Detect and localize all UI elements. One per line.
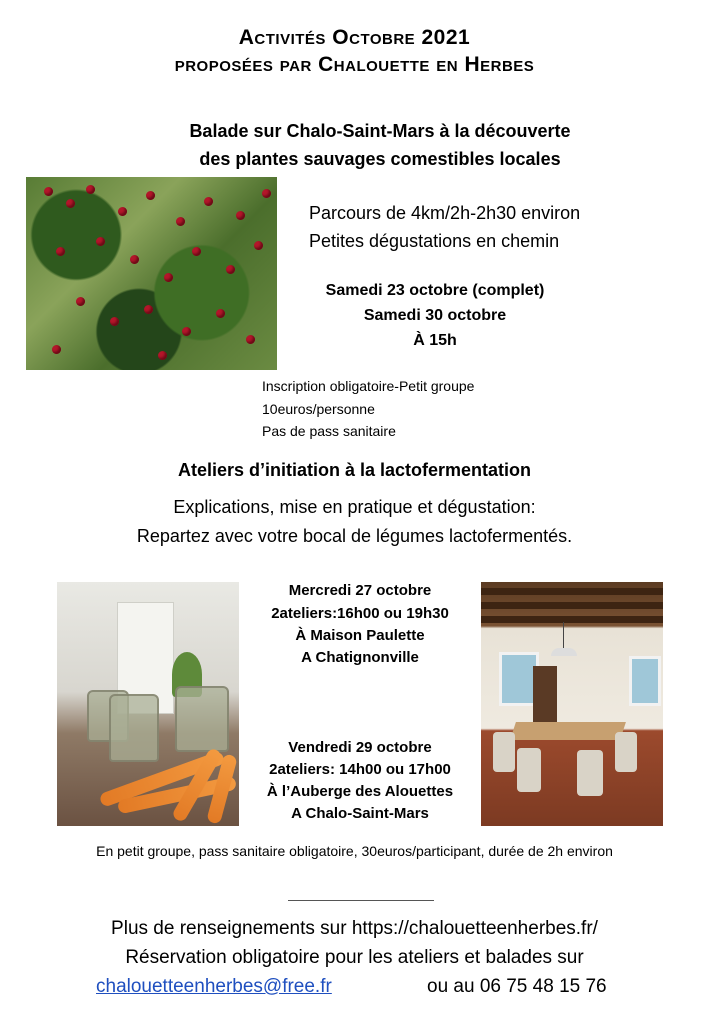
divider-line [288, 900, 434, 901]
balade-info-pass: Pas de pass sanitaire [262, 423, 396, 439]
session2-day: Vendredi 29 octobre [288, 739, 432, 756]
session2-town: A Chalo-Saint-Mars [291, 805, 429, 822]
session2-times: 2ateliers: 14h00 ou 17h00 [269, 761, 451, 778]
page-title-line1: Activités Octobre 2021 [238, 26, 471, 49]
balade-info-registration: Inscription obligatoire-Petit groupe [262, 378, 475, 394]
session1-town: A Chatignonville [301, 649, 419, 666]
balade-detail-distance: Parcours de 4km/2h-2h30 environ [309, 203, 581, 223]
footer-phone: ou au 06 75 48 15 76 [427, 976, 607, 997]
session1-place: À Maison Paulette [295, 627, 425, 644]
footer-email-link[interactable]: chalouetteenherbes@free.fr [96, 976, 332, 997]
footer-reservation-line: Réservation obligatoire pour les ateliers et balades sur [125, 947, 584, 968]
session1-times: 2ateliers:16h00 ou 19h30 [271, 605, 449, 622]
balade-heading-line2: des plantes sauvages comestibles locales [199, 149, 561, 169]
balade-detail-tasting: Petites dégustations en chemin [309, 231, 560, 251]
session1-day: Mercredi 27 octobre [288, 582, 432, 599]
balade-time: À 15h [413, 332, 457, 349]
ateliers-intro-line2: Repartez avec votre bocal de légumes lactofermentés. [136, 526, 573, 546]
balade-date-2: Samedi 30 octobre [363, 307, 507, 324]
kitchen-jars-photo [57, 582, 239, 826]
berries-photo [26, 177, 277, 370]
balade-info-price: 10euros/personne [262, 401, 375, 417]
auberge-room-photo [481, 582, 663, 826]
ateliers-heading: Ateliers d’initiation à la lactofermentation [177, 460, 532, 480]
footer-info-line: Plus de renseignements sur https://chalouetteenherbes.fr/ [111, 918, 598, 939]
session2-place: À l’Auberge des Alouettes [266, 783, 454, 800]
balade-heading-line1: Balade sur Chalo-Saint-Mars à la découverte [189, 121, 571, 141]
ateliers-intro-line1: Explications, mise en pratique et dégustation: [173, 497, 536, 517]
balade-date-1: Samedi 23 octobre (complet) [325, 282, 545, 299]
ateliers-conditions: En petit groupe, pass sanitaire obligatoire, 30euros/participant, durée de 2h environ [96, 843, 613, 859]
page-title-line2: proposées par Chalouette en Herbes [174, 53, 535, 76]
